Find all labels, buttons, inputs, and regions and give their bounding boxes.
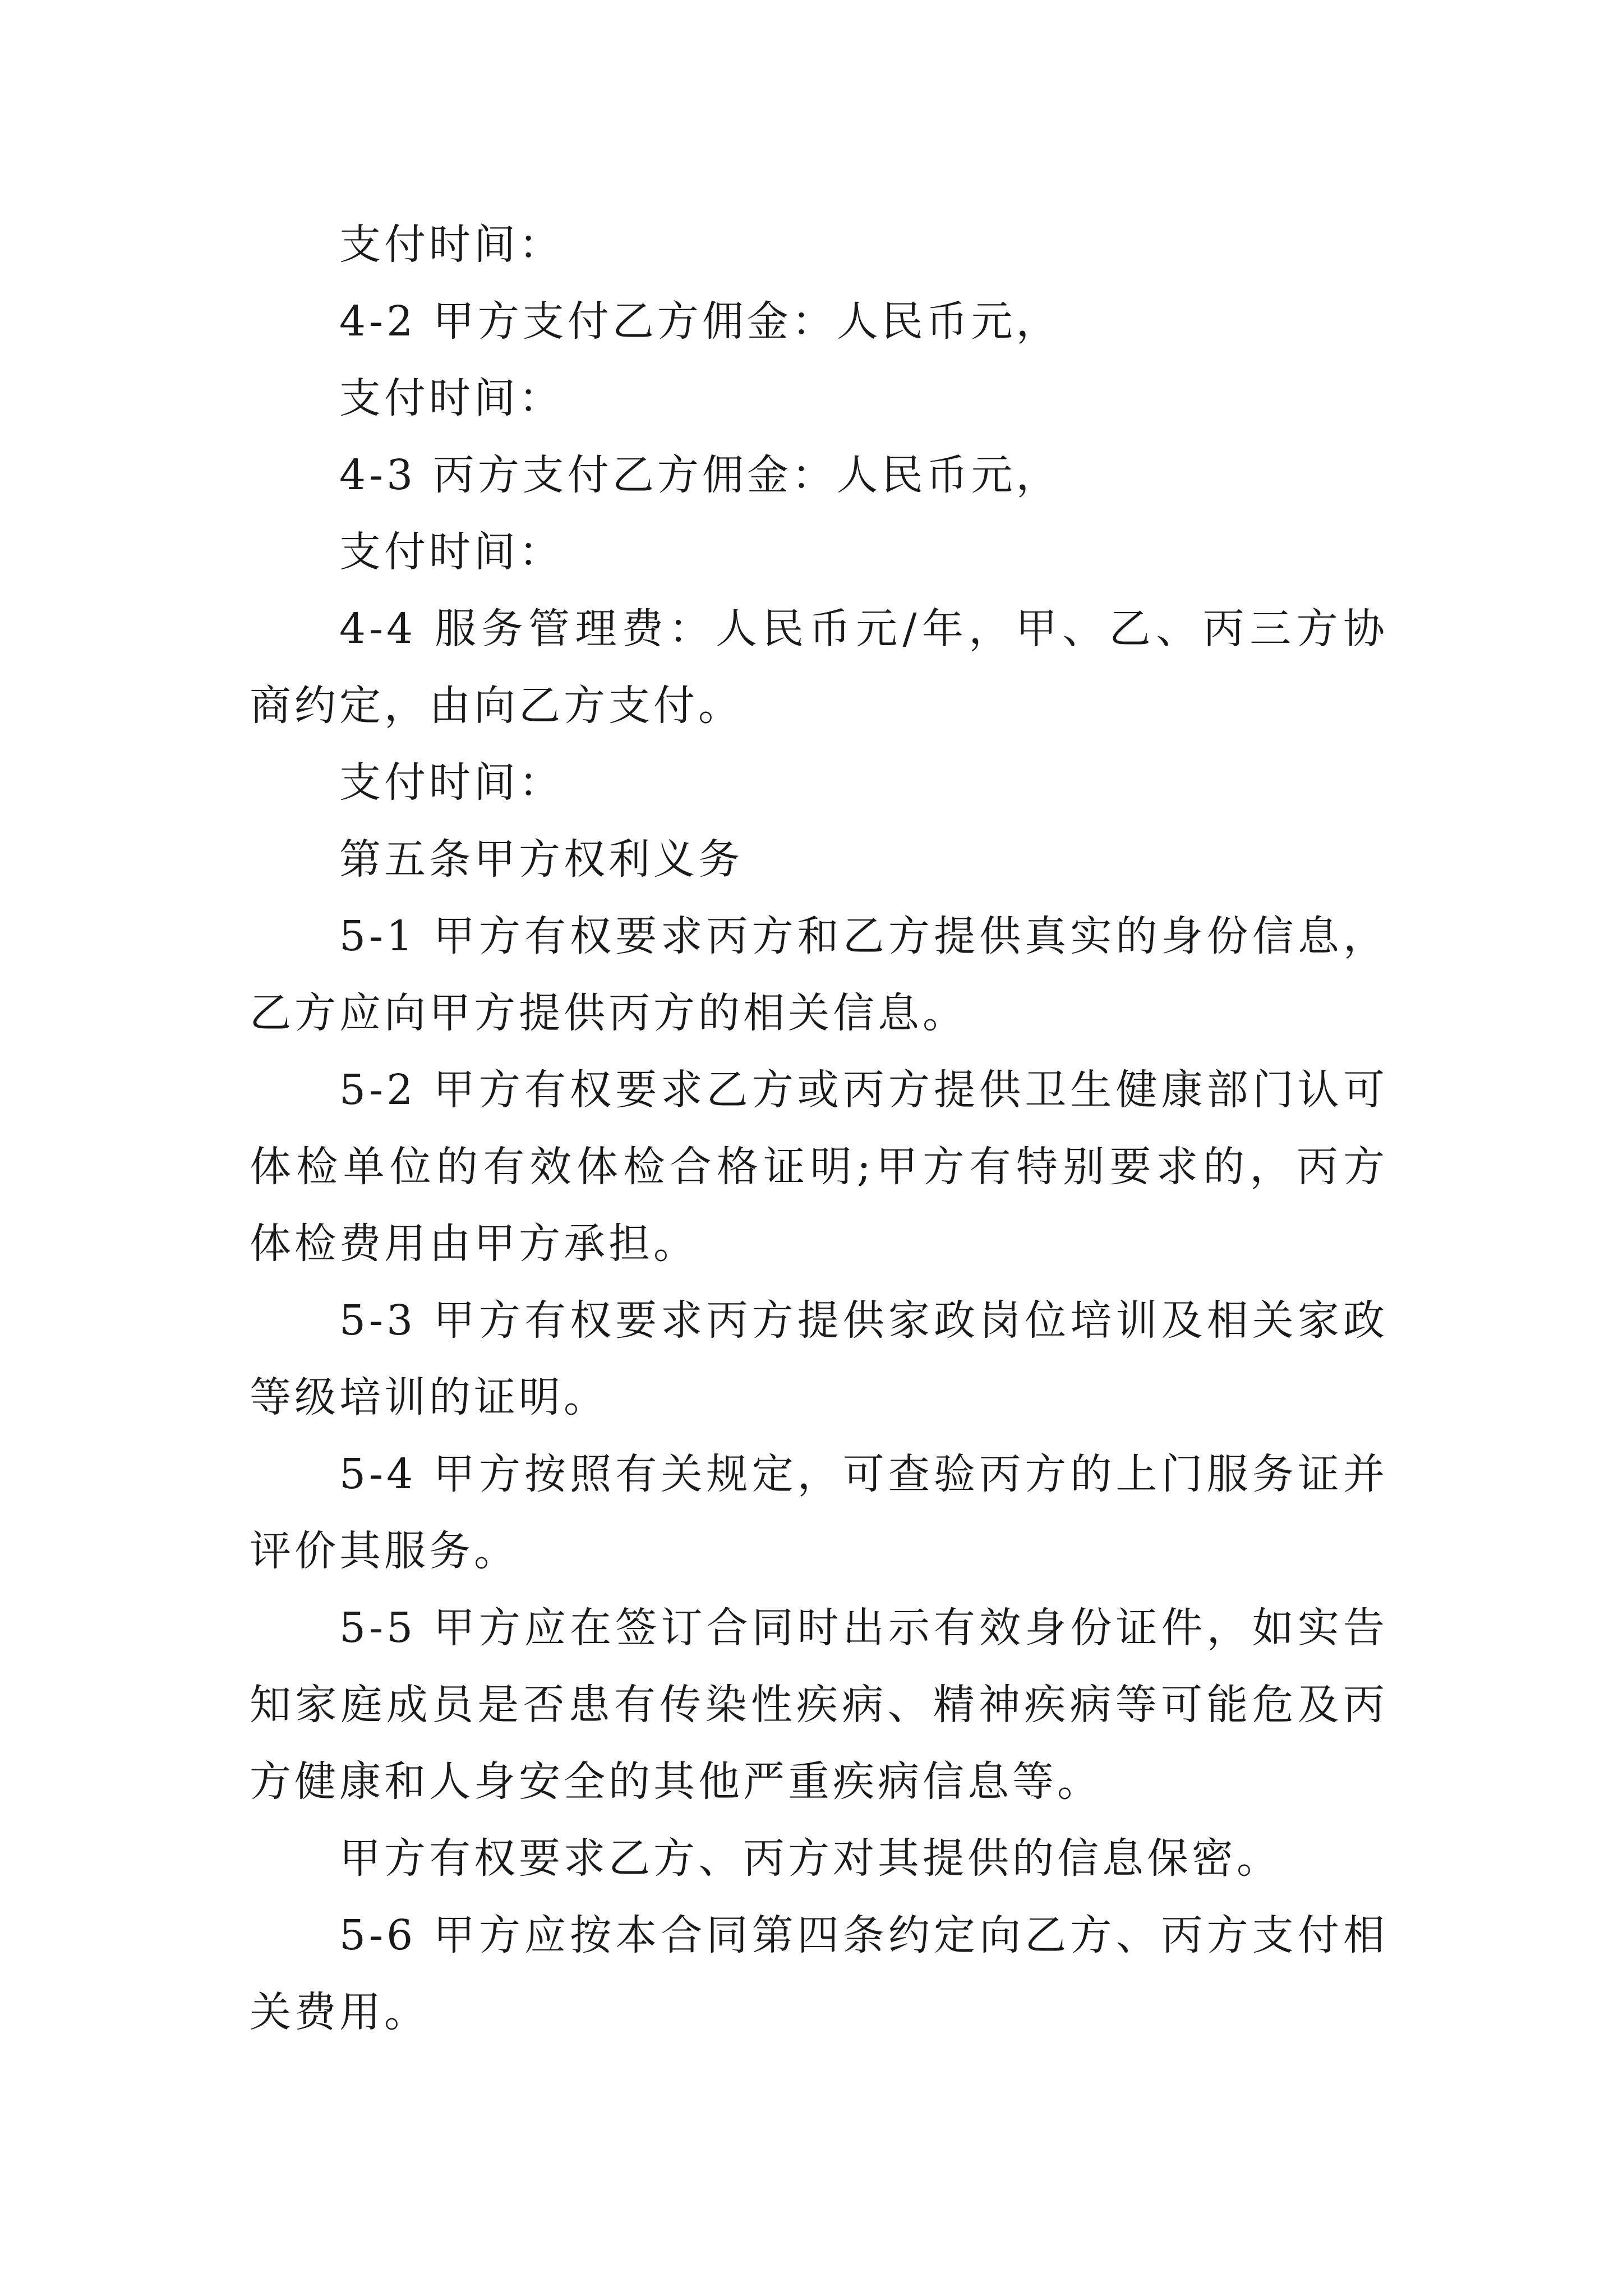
paragraph-4-4: 4-4 服务管理费：人民币元/年，甲、乙、丙三方协商约定，由向乙方支付。 — [250, 605, 1388, 730]
paragraph-5-4: 5-4 甲方按照有关规定，可查验丙方的上门服务证并评价其服务。 — [250, 1450, 1388, 1575]
paragraph-5-6: 5-6 甲方应按本合同第四条约定向乙方、丙方支付相关费用。 — [250, 1911, 1388, 2036]
paragraph-payment-time-1: 支付时间： — [339, 220, 564, 269]
paragraph-payment-time-3: 支付时间： — [339, 528, 564, 576]
section-heading-article-5: 第五条甲方权利义务 — [339, 835, 743, 884]
paragraph-payment-time-2: 支付时间： — [339, 374, 564, 422]
paragraph-4-3: 4-3 丙方支付乙方佣金：人民币元， — [339, 451, 1061, 499]
paragraph-payment-time-4: 支付时间： — [339, 758, 564, 807]
paragraph-5-3: 5-3 甲方有权要求丙方提供家政岗位培训及相关家政等级培训的证明。 — [250, 1296, 1388, 1421]
paragraph-5-1: 5-1 甲方有权要求丙方和乙方提供真实的身份信息，乙方应向甲方提供丙方的相关信息。 — [250, 912, 1388, 1037]
document-body — [250, 206, 1388, 2051]
paragraph-5-5: 5-5 甲方应在签订合同时出示有效身份证件，如实告知家庭成员是否患有传染性疾病、精神疾病等可能危及丙方健康和人身安全的其他严重疾病信息等。 — [250, 1604, 1388, 1806]
paragraph-5-5-confidentiality: 甲方有权要求乙方、丙方对其提供的信息保密。 — [339, 1834, 1281, 1883]
paragraph-5-2: 5-2 甲方有权要求乙方或丙方提供卫生健康部门认可体检单位的有效体检合格证明;甲方有特别要求的，丙方体检费用由甲方承担。 — [250, 1066, 1388, 1268]
paragraph-4-2: 4-2 甲方支付乙方佣金：人民币元， — [339, 297, 1061, 346]
